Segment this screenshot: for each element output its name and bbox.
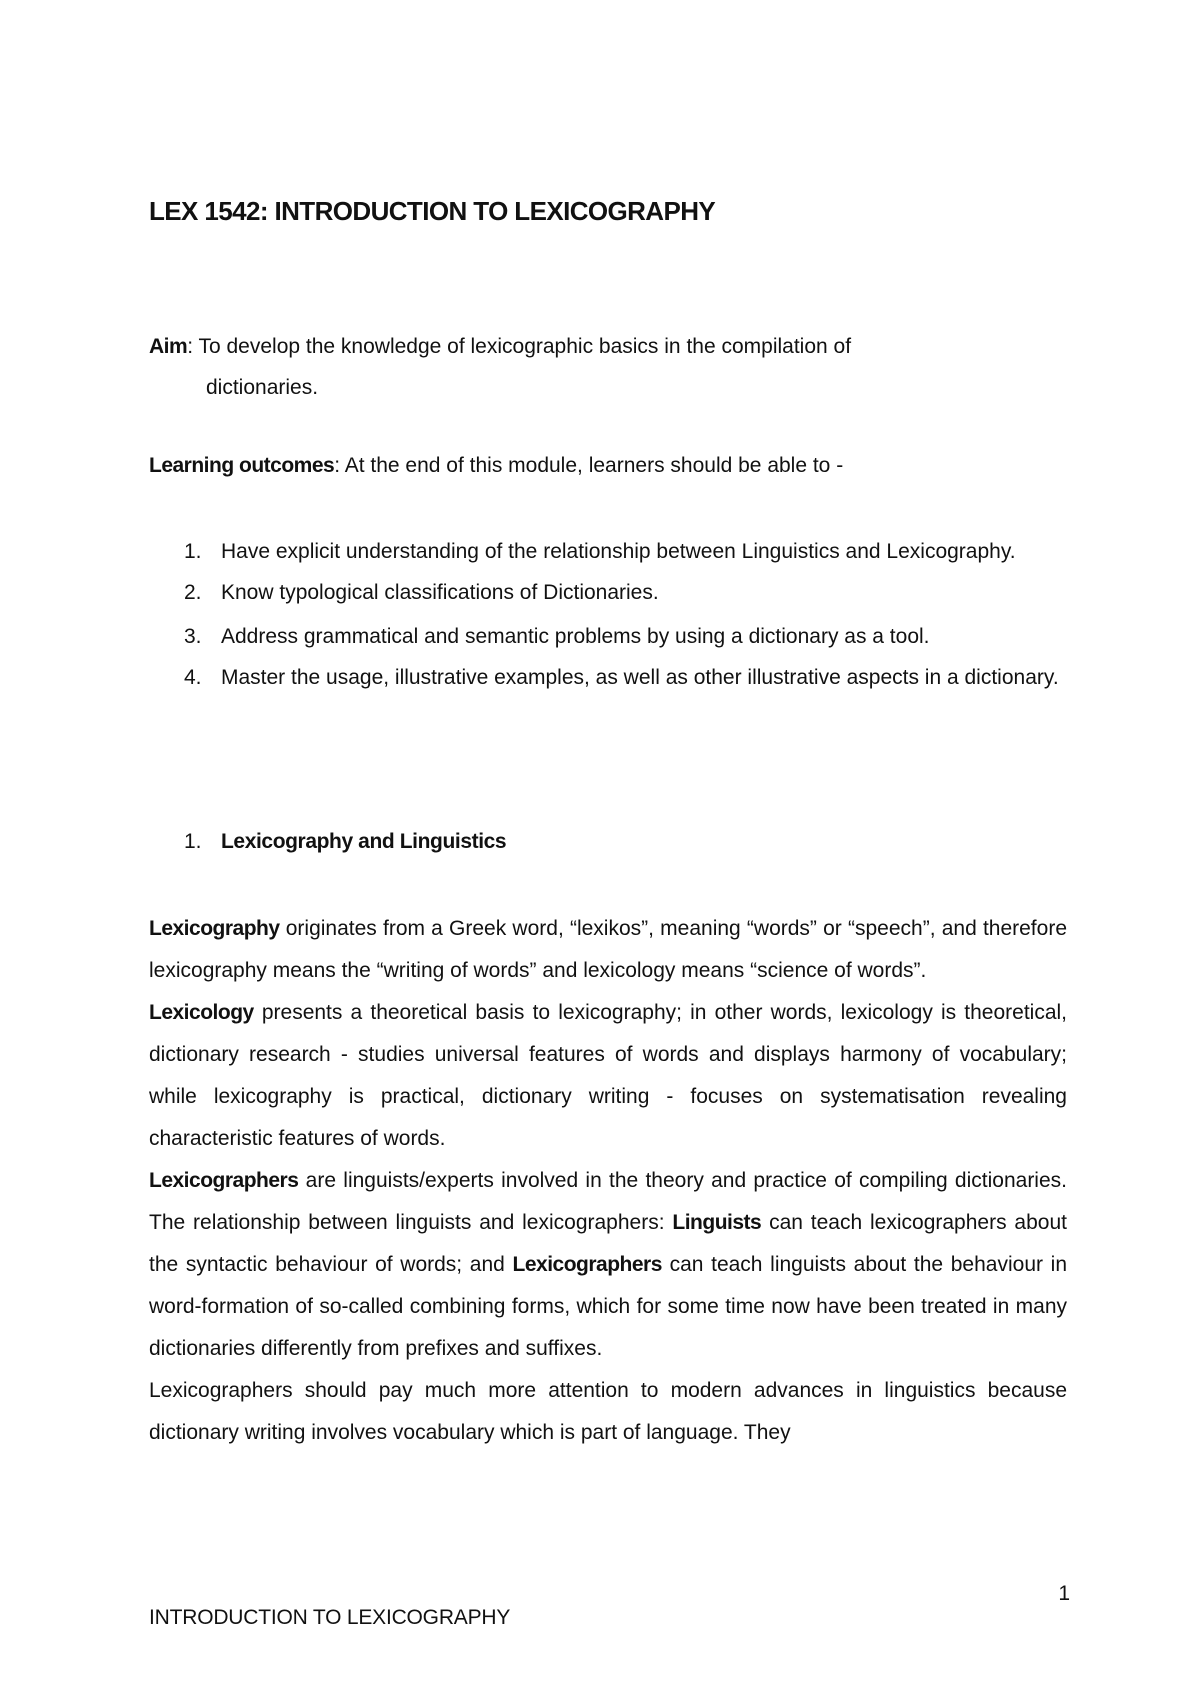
page-number: 1: [1058, 1582, 1070, 1605]
body-text: [149, 908, 1067, 1454]
section-number: 1.: [184, 830, 202, 853]
paragraph-text: can teach lexicographers about the syntactic behaviour of words; and: [149, 1211, 1067, 1276]
paragraph-lexicographers: [149, 1160, 1067, 1370]
list-item-text: Master the usage, illustrative examples, as well as other illustrative aspects in a dictionary.: [221, 666, 1059, 689]
paragraph-attention: [149, 1370, 1067, 1454]
paragraph-text: can teach linguists about the behaviour in word-formation of so-called combining forms, which for some time now have been treated in many dictionaries differently from prefixes and suffixes.: [149, 1253, 1067, 1360]
list-item: [149, 572, 1067, 613]
term-linguists: Linguists: [672, 1211, 762, 1234]
list-item: [149, 531, 1067, 572]
paragraph-lexicology: [149, 992, 1067, 1160]
list-item-text: Know typological classifications of Dictionaries.: [221, 581, 659, 604]
aim-separator: :: [187, 335, 199, 358]
learning-outcomes-list: [149, 531, 1067, 698]
learning-outcomes-label: Learning outcomes: [149, 454, 335, 477]
list-item-text: Have explicit understanding of the relationship between Linguistics and Lexicography.: [221, 540, 1016, 563]
learning-outcomes-separator: :: [334, 454, 345, 477]
paragraph-text: are linguists/experts involved in the theory and practice of compiling dictionaries. The relationship between linguists and lexicographers:: [149, 1169, 1067, 1234]
paragraph-text: Lexicographers should pay much more attention to modern advances in linguistics because dictionary writing involves vocabulary which is part of language. They: [149, 1379, 1067, 1444]
aim-statement: [149, 326, 1049, 408]
page-footer: INTRODUCTION TO LEXICOGRAPHY: [149, 1606, 511, 1629]
aim-text-line1: To develop the knowledge of lexicographic basics in the compilation of: [198, 335, 852, 358]
aim-label: Aim: [149, 335, 188, 358]
list-item-number: 3.: [184, 625, 202, 648]
term-lexicographers-2: Lexicographers: [512, 1253, 662, 1276]
list-item-number: 2.: [184, 581, 202, 604]
document-title: LEX 1542: INTRODUCTION TO LEXICOGRAPHY: [149, 196, 716, 226]
list-item-number: 4.: [184, 666, 202, 689]
paragraph-lexicography: [149, 908, 1067, 992]
paragraph-text: presents a theoretical basis to lexicography; in other words, lexicology is theoretical, dictionary research - studies universal features of words and displays harmony of vocabulary; while lexicography is practical, dictionary writing - focuses on systematisation revealing characteristic features of words.: [149, 1001, 1067, 1150]
term-lexicography: Lexicography: [149, 917, 280, 940]
list-item-text: Address grammatical and semantic problems by using a dictionary as a tool.: [221, 625, 930, 648]
list-item: [149, 657, 1067, 698]
section-title: Lexicography and Linguistics: [221, 830, 507, 853]
aim-text-line2: dictionaries.: [206, 376, 319, 399]
paragraph-text: originates from a Greek word, “lexikos”, meaning “words” or “speech”, and therefore lexicography means the “writing of words” and lexicology means “science of words”.: [149, 917, 1067, 982]
term-lexicology: Lexicology: [149, 1001, 254, 1024]
learning-outcomes-intro-text: At the end of this module, learners should be able to -: [344, 454, 844, 477]
list-item: [149, 616, 1067, 657]
learning-outcomes-intro: [149, 450, 843, 482]
term-lexicographers: Lexicographers: [149, 1169, 299, 1192]
list-item-number: 1.: [184, 540, 202, 563]
